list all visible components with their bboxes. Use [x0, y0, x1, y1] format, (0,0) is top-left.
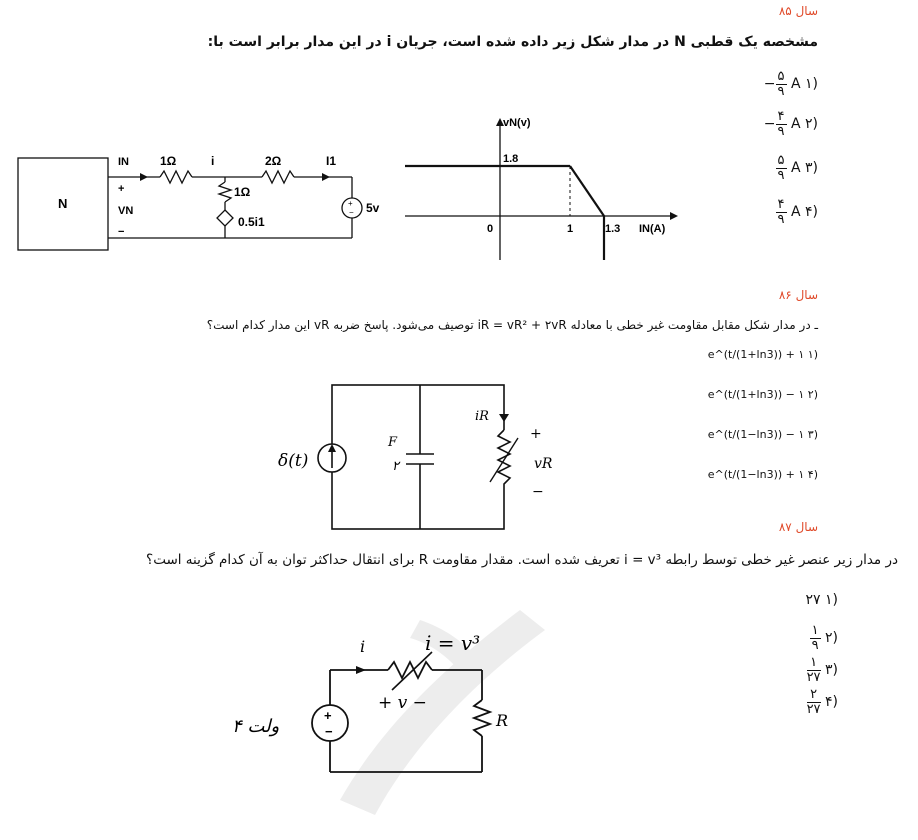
q85-option[interactable]: (۱ A $\frac{۵}{۹}$ −	[763, 69, 818, 99]
q86-option[interactable]: (۳ e^(t/(1−ln3)) − ۱	[707, 428, 818, 441]
svg-text:I1: I1	[326, 154, 337, 168]
svg-text:۴ ولت: ۴ ولت	[232, 716, 280, 737]
svg-text:+: +	[118, 183, 125, 195]
svg-text:IN: IN	[118, 156, 129, 168]
q85-option[interactable]: (۲ A $\frac{۴}{۹}$ −	[763, 109, 818, 139]
q87-year: سال ۸۷	[778, 520, 818, 534]
svg-text:−: −	[118, 226, 125, 238]
q86-option[interactable]: (۱ e^(t/(1+ln3)) + ۱	[707, 348, 818, 361]
svg-text:1.3: 1.3	[605, 223, 621, 235]
nonlinear-element	[388, 662, 432, 678]
q86-option[interactable]: (۲ e^(t/(1+ln3)) − ۱	[707, 388, 818, 401]
svg-text:1.8: 1.8	[503, 153, 519, 165]
svg-text:+: +	[348, 199, 353, 208]
r2-resistor	[262, 171, 294, 183]
q86-year: سال ۸۶	[778, 288, 818, 302]
svg-text:vR: vR	[534, 456, 553, 472]
svg-text:−: −	[532, 484, 544, 500]
q85-question: مشخصه یک قطبی N در مدار شکل زیر داده شده است، جریان i در این مدار برابر است با:	[207, 34, 818, 50]
svg-text:2Ω: 2Ω	[265, 154, 282, 168]
q86-circuit	[270, 370, 590, 540]
svg-text:δ(t): δ(t)	[278, 451, 309, 471]
svg-text:VN: VN	[118, 205, 134, 217]
load-resistor	[474, 700, 490, 736]
svg-text:1Ω: 1Ω	[234, 185, 251, 199]
q86-question: ـ در مدار شکل مقابل مقاومت غیر خطی با معادله iR = vR² + ۲vR توصیف می‌شود. پاسخ ضربه vR این مدار کدام است؟	[206, 318, 818, 332]
svg-text:+: +	[530, 426, 542, 442]
svg-text:5v: 5v	[366, 201, 380, 215]
svg-text:+: +	[324, 708, 332, 723]
q85-year: سال ۸۵	[778, 4, 818, 18]
q85-circuit	[0, 110, 380, 270]
svg-text:iR: iR	[475, 409, 489, 424]
q87-option[interactable]: (۴ $\frac{۲}{۲۷}$	[806, 687, 838, 717]
n-label: N	[58, 196, 68, 211]
svg-text:+ v −: + v −	[378, 693, 427, 713]
r3-resistor	[219, 182, 231, 202]
r1-resistor	[160, 171, 192, 183]
svg-text:−: −	[325, 724, 333, 739]
q87-option[interactable]: (۳ $\frac{۱}{۲۷}$	[806, 655, 838, 685]
svg-text:R: R	[496, 711, 509, 730]
q86-option[interactable]: (۴ e^(t/(1−ln3)) + ۱	[707, 468, 818, 481]
svg-text:F: F	[388, 435, 398, 450]
svg-text:i: i	[211, 154, 215, 168]
q87-options	[758, 592, 838, 720]
svg-text:i: i	[360, 637, 366, 656]
svg-text:1: 1	[567, 223, 574, 235]
dependent-source-icon	[217, 210, 233, 226]
q87-option[interactable]: (۲ $\frac{۱}{۹}$	[811, 623, 838, 653]
svg-text:−: −	[349, 208, 354, 217]
svg-text:0.5i1: 0.5i1	[238, 215, 265, 229]
svg-text:0: 0	[487, 223, 494, 235]
q85-option[interactable]: (۴ A $\frac{۴}{۹}$	[777, 197, 818, 227]
q85-options	[738, 70, 818, 242]
q85-graph	[405, 110, 725, 270]
svg-text:IN(A): IN(A)	[639, 223, 666, 235]
svg-text:۲: ۲	[392, 459, 399, 474]
svg-text:vN(v): vN(v)	[503, 117, 531, 129]
q87-circuit	[220, 600, 560, 790]
q85-option[interactable]: (۳ A $\frac{۵}{۹}$	[777, 153, 818, 183]
q87-option[interactable]: (۱ ۲۷	[805, 592, 838, 608]
q87-question: در مدار زیر عنصر غیر خطی توسط رابطه i = v³ تعریف شده است. مقدار مقاومت R برای انتقال حداکثر توان به آن کدام گزینه است؟	[146, 552, 898, 568]
svg-text:1Ω: 1Ω	[160, 154, 177, 168]
svg-text:i = v³: i = v³	[425, 631, 481, 655]
q86-options	[648, 348, 818, 508]
